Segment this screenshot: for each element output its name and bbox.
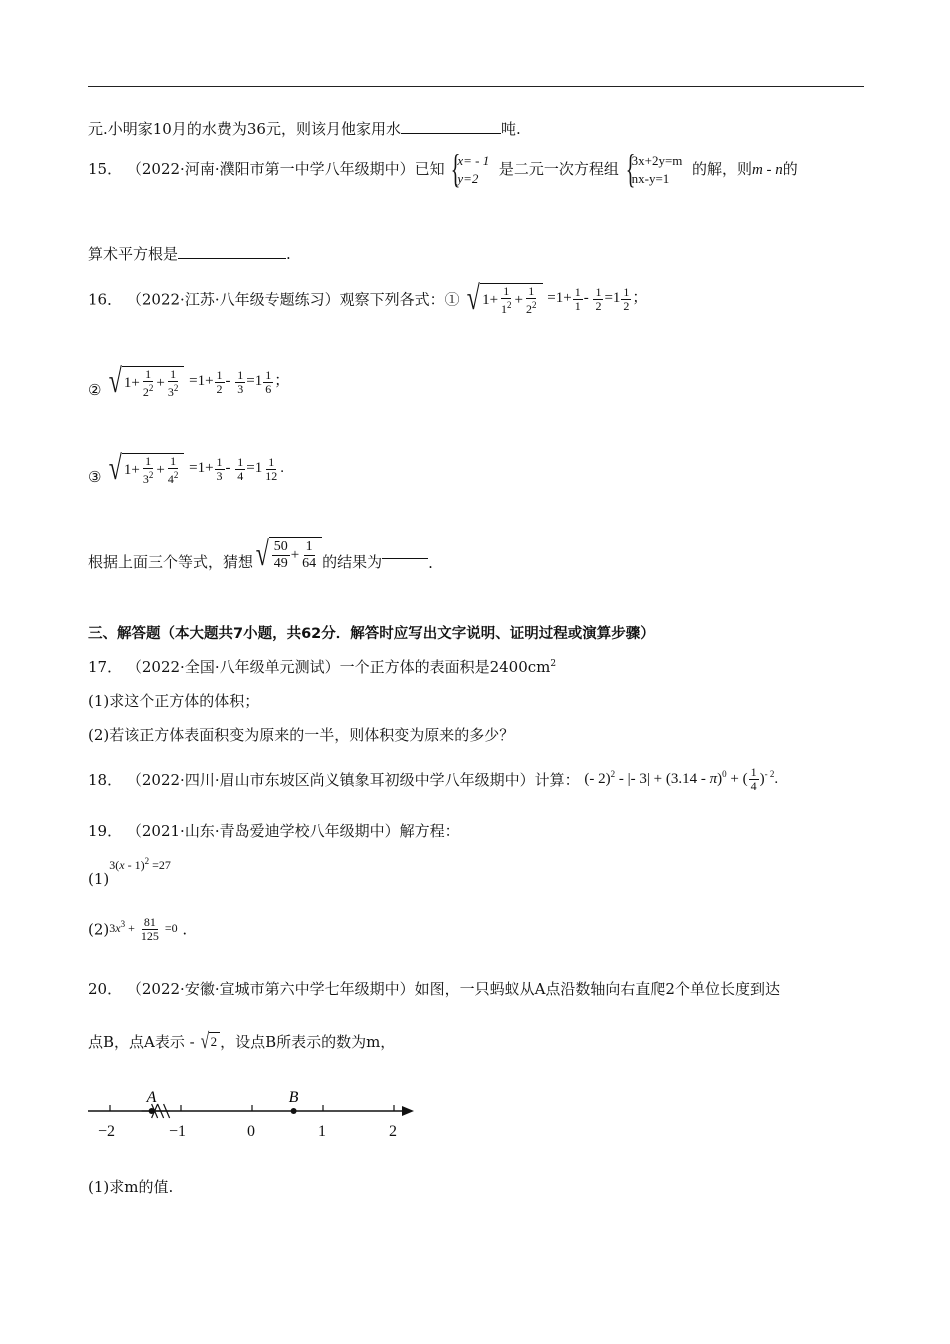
q20-source: （2022·安徽·宣城市第六中学七年级期中） <box>126 980 415 998</box>
q19-eq1: 3(x - 1)2 =27 <box>109 856 171 872</box>
q17-unit-sup: 2 <box>550 659 557 669</box>
q15-text-d: 的 <box>782 160 798 178</box>
q16-eq1-rhs: =1+ $\frac{1}{1}$ - $\frac{1}{2}$ =1 $\frac{1}{2}$ ； <box>547 284 648 313</box>
q15-line2-end: . <box>286 245 291 263</box>
answer-blank <box>401 119 501 134</box>
q20-line2 <box>88 1030 395 1052</box>
q16-guess-end: . <box>428 554 433 572</box>
question-20 <box>88 978 780 999</box>
q19-part1 <box>88 856 171 888</box>
q15-line2 <box>88 243 291 264</box>
q16-guess-text: 根据上面三个等式，猜想 <box>88 553 254 571</box>
q20-number: 20． <box>88 980 123 998</box>
point-a-label: A <box>146 1089 157 1106</box>
continuation-line <box>88 118 521 139</box>
q17-number: 17． <box>88 658 123 676</box>
q16-eq2-sqrt: √ 1+ $\frac{1}{2^2}$ + $\frac{1}{3^2}$ <box>106 365 184 399</box>
question-15 <box>88 152 798 188</box>
q19-eq2: $3x^3$ + $\frac{81}{125}$ =0 <box>109 915 178 943</box>
q15-sys1-row1: { x= - 1 <box>457 153 490 168</box>
q19-part2-label: (2) <box>88 920 110 939</box>
q20-line2-b: ，设点B所表示的数为m， <box>220 1033 396 1051</box>
continuation-text: 元.小明家10月的水费为36元，则该月他家用水 <box>88 120 401 138</box>
question-19 <box>88 820 460 841</box>
q17-text: 一个正方体的表面积是2400cm <box>339 658 551 676</box>
q15-number: 15． <box>88 160 123 178</box>
q15-text-c: 的解，则 <box>691 160 752 178</box>
q16-eq3-sqrt: √ 1+ $\frac{1}{3^2}$ + $\frac{1}{4^2}$ <box>106 452 184 486</box>
q17-part1: (1)求这个正方体的体积； <box>88 692 260 710</box>
question-18 <box>88 766 778 793</box>
q16-guess-tail: 的结果为 <box>322 553 383 571</box>
q16-eq1: √ 1+ $\frac{1}{1^2}$ + $\frac{1}{2^2}$ <box>464 282 542 316</box>
question-17 <box>88 656 556 677</box>
q15-text-a: 已知 <box>414 160 445 178</box>
section-3-heading: 三、解答题（本大题共7小题，共62分．解答时应写出文字说明、证明过程或演算步骤） <box>88 626 655 642</box>
tick-label: −2 <box>98 1123 116 1140</box>
q15-sys2-row2: nx-y=1 <box>631 171 670 186</box>
q16-eq2-label: ② <box>88 381 102 399</box>
q19-text: 解方程： <box>399 822 460 840</box>
q19-number: 19． <box>88 822 123 840</box>
q20-line2-a: 点B，点A表示 - <box>88 1033 195 1051</box>
q17-source: （2022·全国·八年级单元测试） <box>126 658 340 676</box>
tick-label: 1 <box>318 1123 326 1140</box>
q19-source: （2021·山东·青岛爱迪学校八年级期中） <box>126 822 400 840</box>
q15-source: （2022·河南·濮阳市第一中学八年级期中） <box>126 160 415 178</box>
q16-guess <box>88 537 433 572</box>
tick-label: 0 <box>247 1123 255 1140</box>
q15-sys1-row2: y=2 <box>457 171 479 186</box>
q20-text: 如图，一只蚂蚁从A点沿数轴向右直爬2个单位长度到达 <box>414 980 780 998</box>
question-16 <box>88 282 647 316</box>
q15-expression: m - n <box>751 162 783 178</box>
q16-source: （2022·江苏·八年级专题练习） <box>126 290 340 309</box>
q15-solution-system <box>449 152 489 188</box>
q15-line2-text: 算术平方根是 <box>88 245 179 263</box>
q16-eq2 <box>88 365 289 399</box>
q16-text: 观察下列各式：① <box>339 290 460 309</box>
q18-expression: (- 2)$^2$ - |- 3| + (3.14 - π)$^0$ + ( $\frac{1}{4}$ )$^{- 2}$. <box>584 765 779 793</box>
q17-part2: (2)若该正方体表面积变为原来的一半，则体积变为原来的多少？ <box>88 726 515 744</box>
q18-text: 计算： <box>534 771 580 789</box>
q16-answer-blank <box>382 544 428 559</box>
q16-number: 16． <box>88 290 123 309</box>
q15-equation-system <box>624 152 683 188</box>
q16-eq3-rhs: =1+ $\frac{1}{3}$ - $\frac{1}{4}$ =1 $\frac{1}{12}$ . <box>189 454 285 483</box>
q15-text-b: 是二元一次方程组 <box>498 160 619 178</box>
q20-sqrt2: √ 2 <box>199 1030 220 1052</box>
q15-sys2-row1: { 3x+2y=m <box>631 153 683 168</box>
q15-answer-blank <box>178 244 286 259</box>
q16-eq2-rhs: =1+ $\frac{1}{2}$ - $\frac{1}{3}$ =1 $\frac{1}{6}$ ； <box>189 367 290 396</box>
axis-arrow <box>402 1106 414 1116</box>
ant-icon <box>142 1104 170 1118</box>
header-rule <box>88 86 864 87</box>
number-line <box>80 1082 430 1142</box>
point-b-label: B <box>288 1089 299 1106</box>
tick-label: 2 <box>389 1123 397 1140</box>
q18-source: （2022·四川·眉山市东坡区尚义镇象耳初级中学八年级期中） <box>126 771 535 789</box>
tick-label: −1 <box>169 1123 187 1140</box>
continuation-tail: 吨. <box>500 120 521 138</box>
q18-number: 18． <box>88 771 123 789</box>
q16-guess-sqrt: √ $\frac{50}{49}$ + $\frac{1}{64}$ <box>253 537 322 572</box>
q16-eq3-label: ③ <box>88 468 102 486</box>
q20-part1: (1)求m的值. <box>88 1178 174 1196</box>
q19-part2: $(2)3x^3$ + $\frac{81}{125}$ =0 . <box>88 915 188 943</box>
q16-eq3 <box>88 452 284 486</box>
point-b-dot <box>291 1108 297 1114</box>
q19-part1-label: (1) <box>88 870 110 888</box>
